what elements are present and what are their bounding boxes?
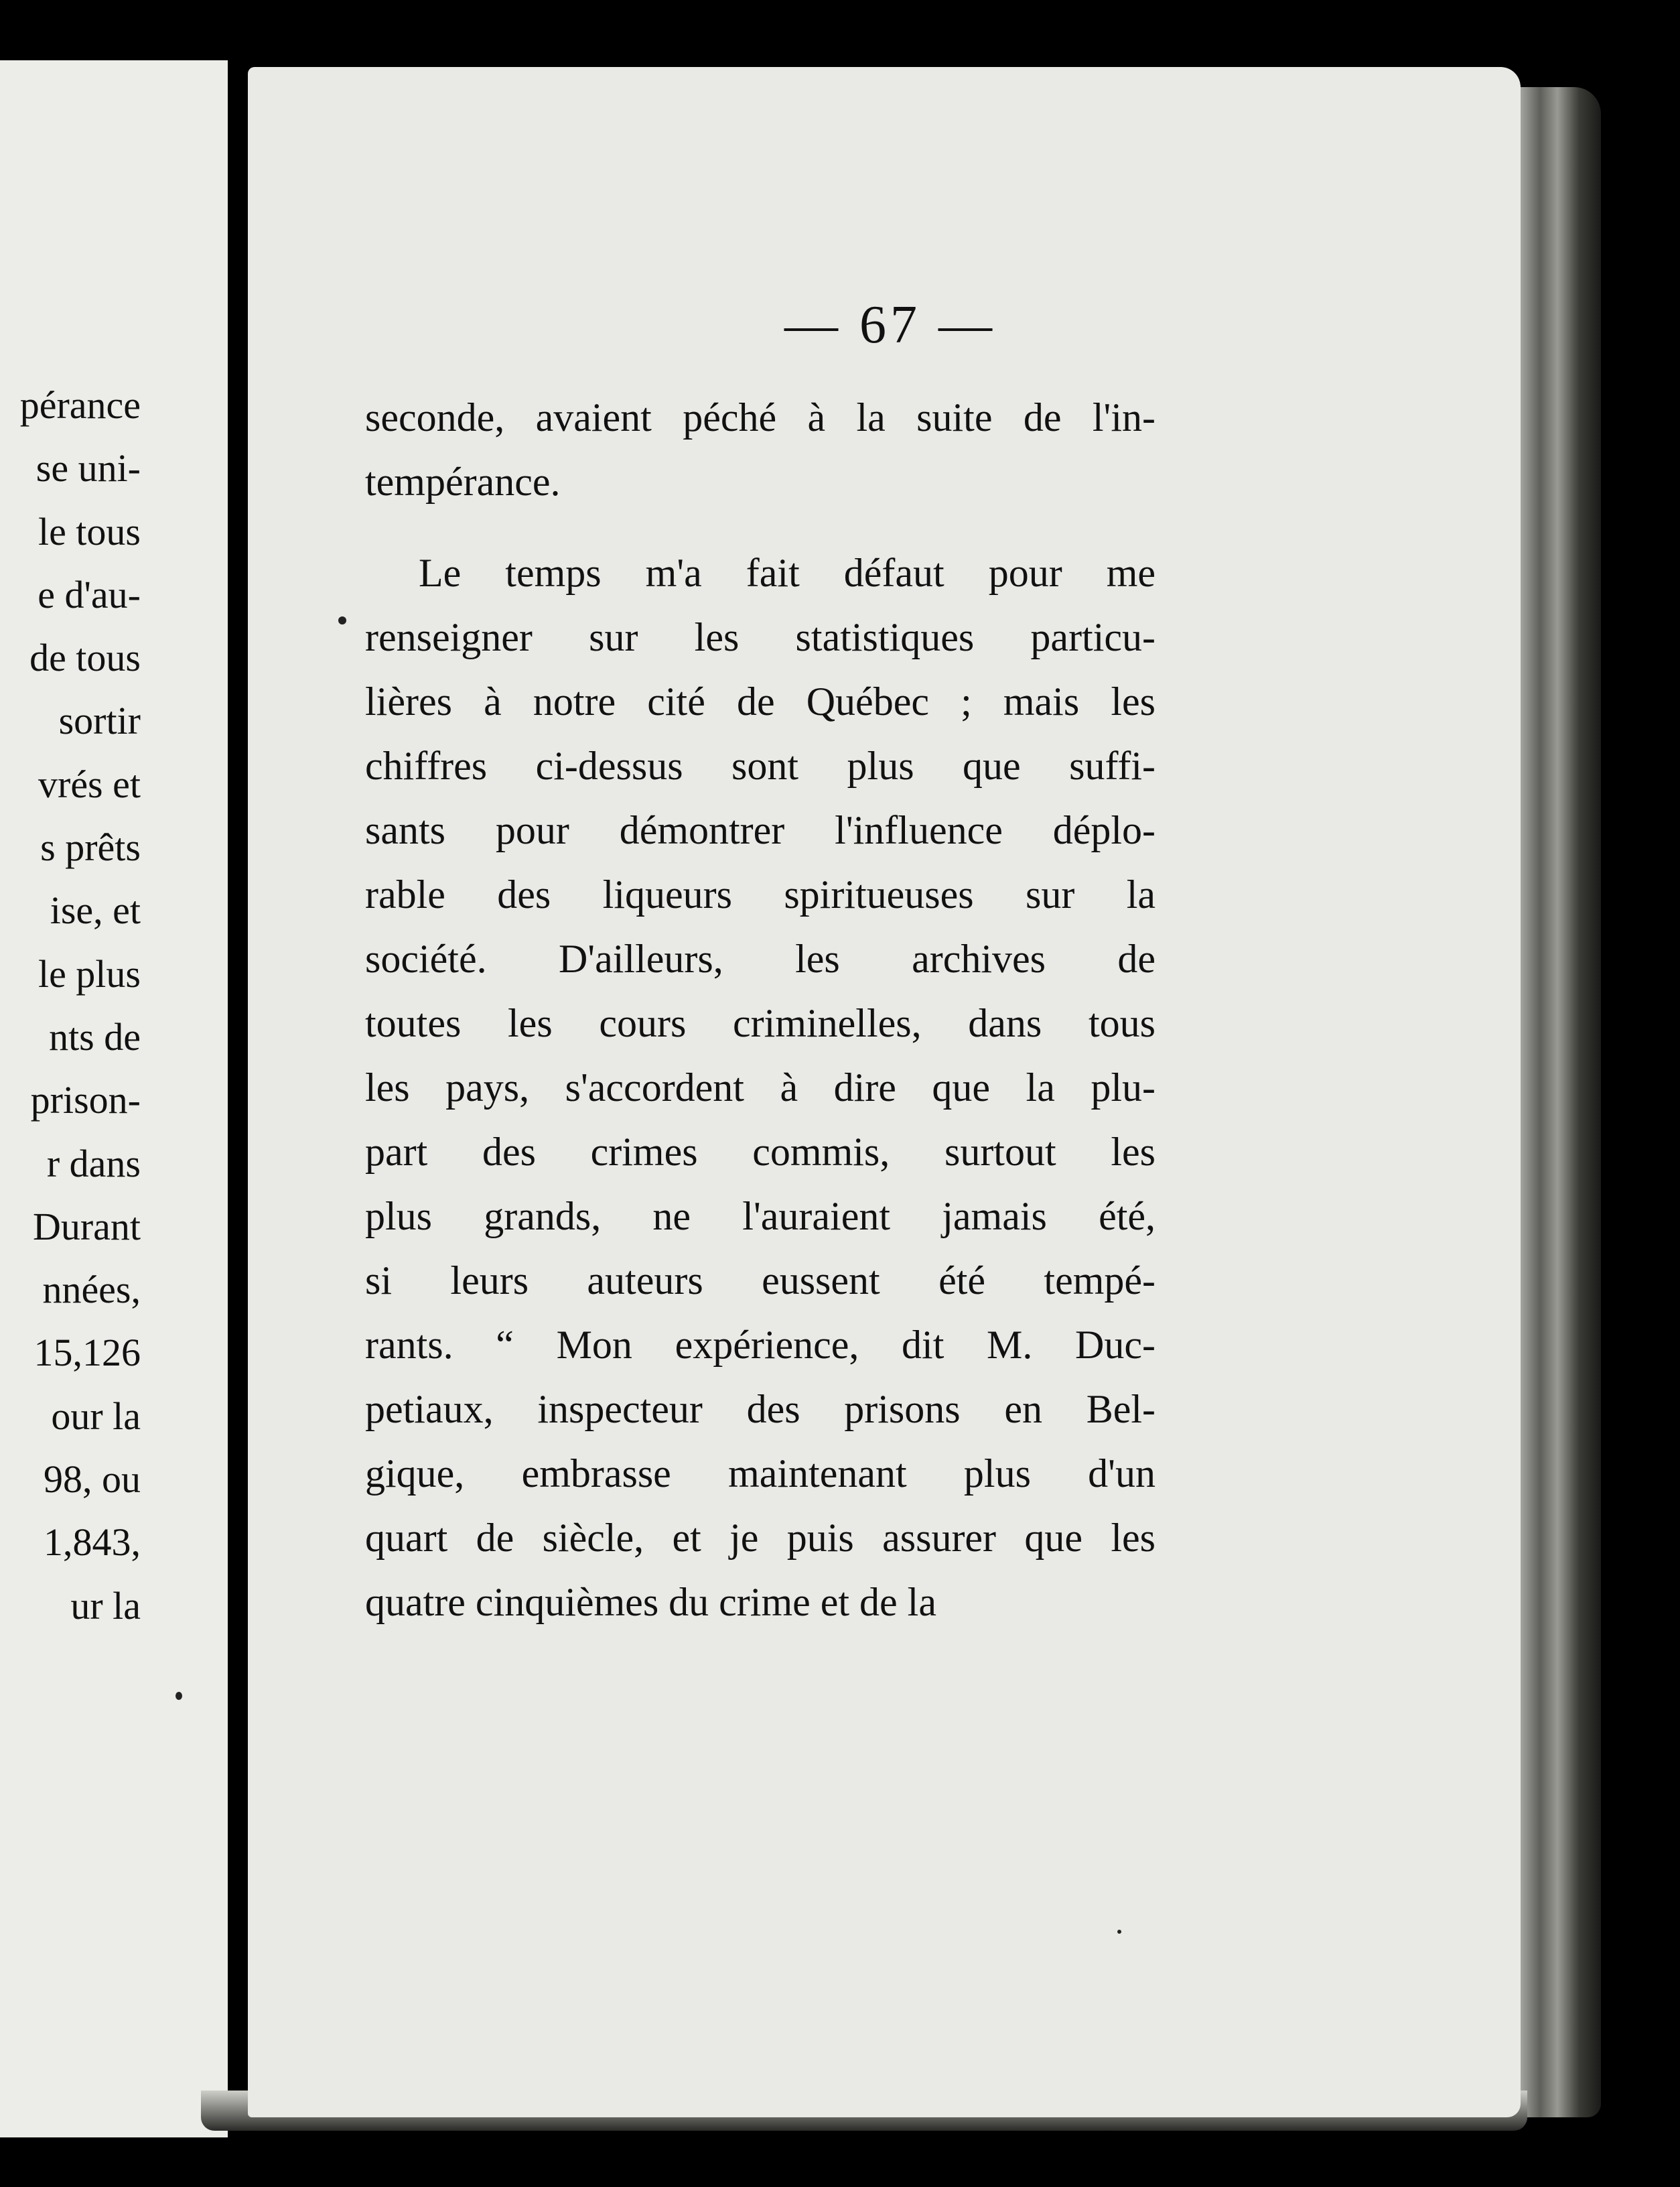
previous-page-line: se uni- (36, 446, 141, 490)
ink-speck (1117, 1930, 1121, 1934)
previous-page-line: our la (51, 1394, 141, 1438)
previous-page-line: e d'au- (38, 572, 141, 616)
ink-speck (338, 616, 346, 624)
previous-page-line: le plus (38, 951, 141, 996)
text-line: Le temps m'a fait défaut pour me (419, 551, 1156, 595)
previous-page-line: pérance (19, 383, 141, 427)
text-line: si leurs auteurs eussent été tempé- (365, 1258, 1156, 1303)
ink-speck (176, 1692, 182, 1700)
previous-page-line: de tous (29, 636, 141, 680)
text-line: plus grands, ne l'auraient jamais été, (365, 1194, 1156, 1238)
text-line: part des crimes commis, surtout les (365, 1130, 1156, 1174)
previous-page-line: 1,843, (44, 1520, 141, 1565)
previous-page-line: sortir (58, 699, 141, 743)
text-line: quatre cinquièmes du crime et de la (365, 1580, 936, 1624)
text-line: lières à notre cité de Québec ; mais les (365, 679, 1156, 724)
previous-page-line: ur la (70, 1583, 141, 1628)
previous-page-line: r dans (46, 1141, 141, 1185)
previous-page-fragment (0, 60, 228, 2137)
previous-page-line: nts de (49, 1014, 141, 1059)
previous-page-line: 15,126 (33, 1331, 141, 1375)
previous-page-line: s prêts (40, 825, 141, 870)
text-line: chiffres ci-dessus sont plus que suffi- (365, 744, 1156, 788)
text-line: sants pour démontrer l'influence déplo- (365, 808, 1156, 852)
text-line: les pays, s'accordent à dire que la plu- (365, 1065, 1156, 1110)
text-line: toutes les cours criminelles, dans tous (365, 1001, 1156, 1045)
text-line: renseigner sur les statistiques particu- (365, 615, 1156, 659)
page-number: — 67 — (784, 295, 996, 354)
text-line: tempérance. (365, 460, 561, 504)
text-line: quart de siècle, et je puis assurer que les (365, 1516, 1156, 1560)
previous-page-line: vrés et (38, 762, 141, 806)
page-body-text (365, 385, 1156, 1634)
text-line: rable des liqueurs spiritueuses sur la (365, 872, 1156, 917)
previous-page-line: le tous (38, 509, 141, 553)
text-line: seconde, avaient péché à la suite de l'in- (365, 395, 1156, 440)
previous-page-line: ise, et (50, 888, 141, 933)
text-line: petiaux, inspecteur des prisons en Bel- (365, 1387, 1156, 1431)
text-line: gique, embrasse maintenant plus d'un (365, 1451, 1156, 1496)
page-stack-edge (1514, 87, 1601, 2117)
text-line: rants. “ Mon expérience, dit M. Duc- (365, 1323, 1156, 1367)
text-line: société. D'ailleurs, les archives de (365, 937, 1156, 981)
previous-page-text (0, 374, 141, 1638)
previous-page-line: nnées, (42, 1268, 141, 1312)
previous-page-line: Durant (32, 1204, 141, 1248)
previous-page-line: prison- (30, 1078, 141, 1122)
previous-page-line: 98, ou (44, 1457, 141, 1502)
